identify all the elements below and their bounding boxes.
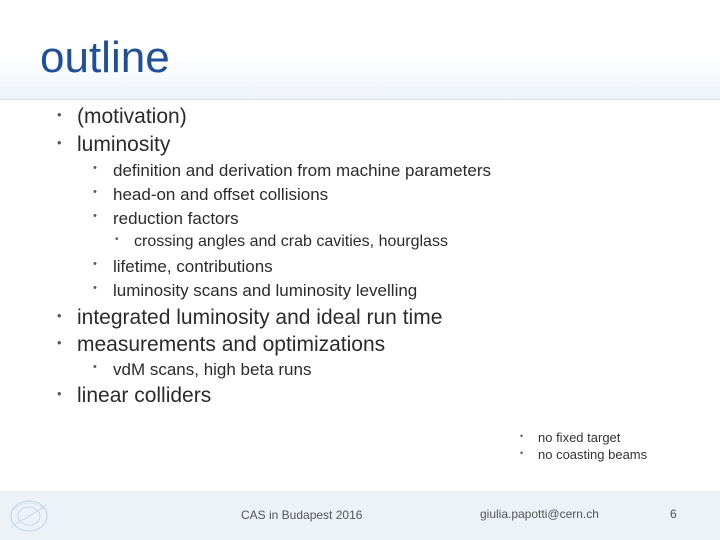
note-text: no coasting beams [538, 447, 648, 462]
list-item-text: measurements and optimizations [77, 333, 386, 356]
note-item [520, 447, 648, 462]
footer-email[interactable]: giulia.papotti@cern.ch [480, 507, 599, 521]
bullet-icon: • [57, 308, 62, 323]
list-item [93, 281, 418, 300]
list-item-text: lifetime, contributions [113, 257, 273, 276]
bullet-icon: • [57, 386, 62, 401]
list-item [57, 133, 171, 156]
page-number: 6 [670, 507, 677, 521]
bullet-icon: • [57, 107, 62, 122]
list-item [93, 209, 239, 228]
bullet-icon: • [115, 234, 119, 245]
list-item-text: reduction factors [113, 209, 239, 228]
list-item [93, 360, 312, 379]
list-item-text: head-on and offset collisions [113, 185, 329, 204]
note-item [520, 430, 621, 445]
list-item [57, 333, 386, 356]
list-item [93, 185, 329, 204]
list-item-text: crossing angles and crab cavities, hourglass [134, 233, 448, 250]
bullet-icon: • [93, 210, 97, 222]
list-item [93, 161, 491, 180]
list-item [93, 257, 273, 276]
list-item-text: (motivation) [77, 105, 187, 128]
list-item [57, 306, 443, 329]
list-item-text: integrated luminosity and ideal run time [77, 306, 443, 329]
cern-logo-icon [6, 497, 52, 535]
bullet-icon: • [93, 258, 97, 270]
bullet-icon: • [93, 282, 97, 294]
bullet-icon: • [93, 361, 97, 373]
slide-title: outline [40, 33, 170, 82]
list-item-text: linear colliders [77, 384, 212, 407]
bullet-icon: • [93, 186, 97, 198]
list-item [57, 105, 187, 128]
bullet-icon: • [520, 448, 524, 458]
bullet-icon: • [520, 431, 524, 441]
bullet-icon: • [57, 335, 62, 350]
bullet-icon: • [93, 162, 97, 174]
list-item-text: vdM scans, high beta runs [113, 360, 312, 379]
note-text: no fixed target [538, 430, 621, 445]
footer-event: CAS in Budapest 2016 [241, 508, 363, 522]
list-item-text: definition and derivation from machine parameters [113, 161, 491, 180]
list-item [115, 233, 448, 250]
list-item-text: luminosity scans and luminosity levelling [113, 281, 418, 300]
bullet-icon: • [57, 135, 62, 150]
title-divider [0, 99, 720, 100]
list-item-text: luminosity [77, 133, 171, 156]
list-item [57, 384, 212, 407]
